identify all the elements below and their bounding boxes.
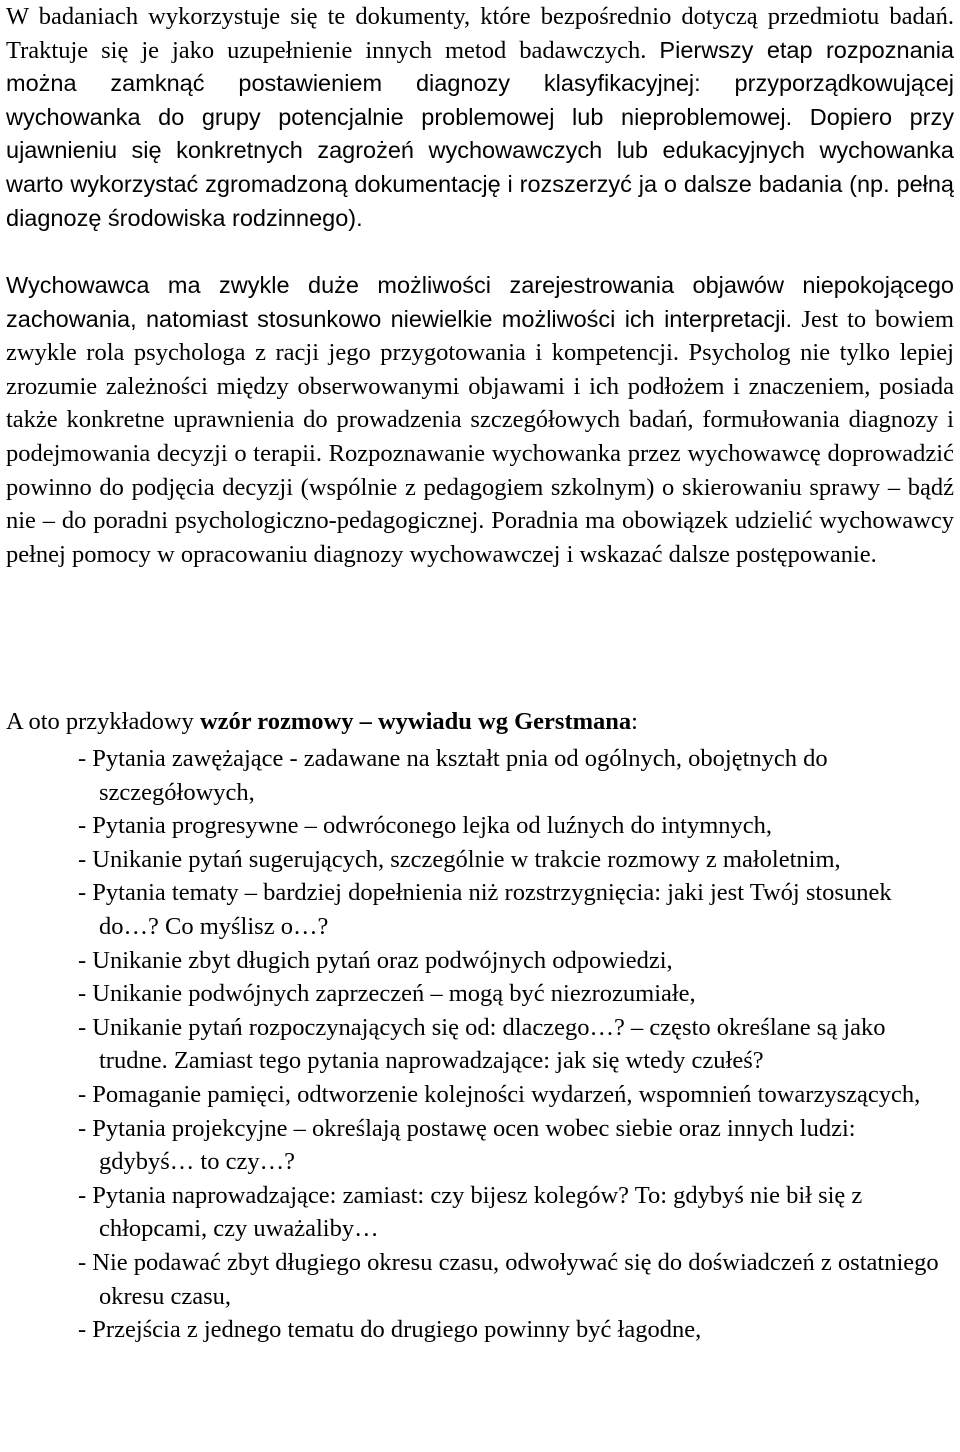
list-item: - Unikanie pytań sugerujących, szczególnie w trakcie rozmowy z małoletnim, [78,845,841,873]
list-item: - Nie podawać zbyt długiego okresu czasu, odwoływać się do doświadczeń z ostatniego okresu czasu, [78,1248,939,1310]
list-item: - Pytania progresywne – odwróconego lejka od luźnych do intymnych, [78,812,773,840]
paragraph-educator [6,269,954,571]
list-item: - Pytania naprowadzające: zamiast: czy bijesz kolegów? To: gdybyś nie bił się z chłopcami, czy uważaliby… [78,1181,863,1243]
paragraph-1-part-1: W badaniach wykorzystuje się te dokumenty, które bezpośrednio dotyczą przedmiotu badań. Traktuje się je jako uzupełnienie innych metod badawczych. [6,3,954,64]
interview-rules-list [78,742,950,1347]
intro-prefix: A oto przykładowy [6,708,200,735]
list-item: - Unikanie zbyt długich pytań oraz podwójnych odpowiedzi, [78,946,673,974]
paragraph-2-part-2: Jest to bowiem zwykle rola psychologa z racji jego przygotowania i kompetencji. Psycholog nie tylko lepiej zrozumie zależności między obserwowanymi objawami i ich podłożem i znaczeniem, posiada także konkretne uprawnienia do prowadzenia szczegółowych badań, formułowania diagnozy i podejmowania decyzji o terapii. Rozpoznawanie wychowanka przez wychowawcę doprowadzić powinno do podjęcia decyzji (wspólnie z pedagogiem szkolnym) o skierowaniu sprawy – bądź nie – do poradni psychologiczno-pedagogicznej. Poradnia ma obowiązek udzielić wychowawcy pełnej pomocy w opracowaniu diagnozy wychowawczej i wskazać dalsze postępowanie. [6,305,954,568]
paragraph-documents [6,0,954,235]
paragraph-2-part-1: Wychowawca ma zwykle duże możliwości zarejestrowania objawów niepokojącego zachowania, natomiast stosunkowo niewielkie możliwości ich interpretacji. [6,272,954,332]
interview-intro [6,705,954,739]
list-item: - Pytania zawężające - zadawane na kształt pnia od ogólnych, obojętnych do szczegółowych, [78,745,828,806]
intro-suffix: : [631,708,638,735]
list-item: - Unikanie podwójnych zaprzeczeń – mogą być niezrozumiałe, [78,980,696,1008]
list-item: - Pomaganie pamięci, odtworzenie kolejności wydarzeń, wspomnień towarzyszących, [78,1080,921,1108]
intro-bold-title: wzór rozmowy – wywiadu wg Gerstmana [199,708,632,735]
paragraph-1-part-2: Pierwszy etap rozpoznania można zamknąć postawieniem diagnozy klasyfikacyjnej: przyporządkowującej wychowanka do grupy potencjalnie problemowej lub nieproblemowej. Dopiero przy ujawnieniu się konkretnych zagrożeń wychowawczych lub edukacyjnych wychowanka warto wykorzystać zgromadzoną dokumentację i rozszerzyć ja o dalsze badania (np. pełną diagnozę środowiska rodzinnego). [6,36,954,231]
list-item: - Przejścia z jednego tematu do drugiego powinny być łagodne, [78,1316,702,1344]
list-item: - Unikanie pytań rozpoczynających się od: dlaczego…? – często określane są jako trudne. Zamiast tego pytania naprowadzające: jak się wtedy czułeś? [78,1013,886,1075]
list-item: - Pytania tematy – bardziej dopełnienia niż rozstrzygnięcia: jaki jest Twój stosunek do…? Co myślisz o…? [78,879,892,940]
list-item: - Pytania projekcyjne – określają postawę ocen wobec siebie oraz innych ludzi: gdybyś… to czy…? [78,1114,856,1176]
